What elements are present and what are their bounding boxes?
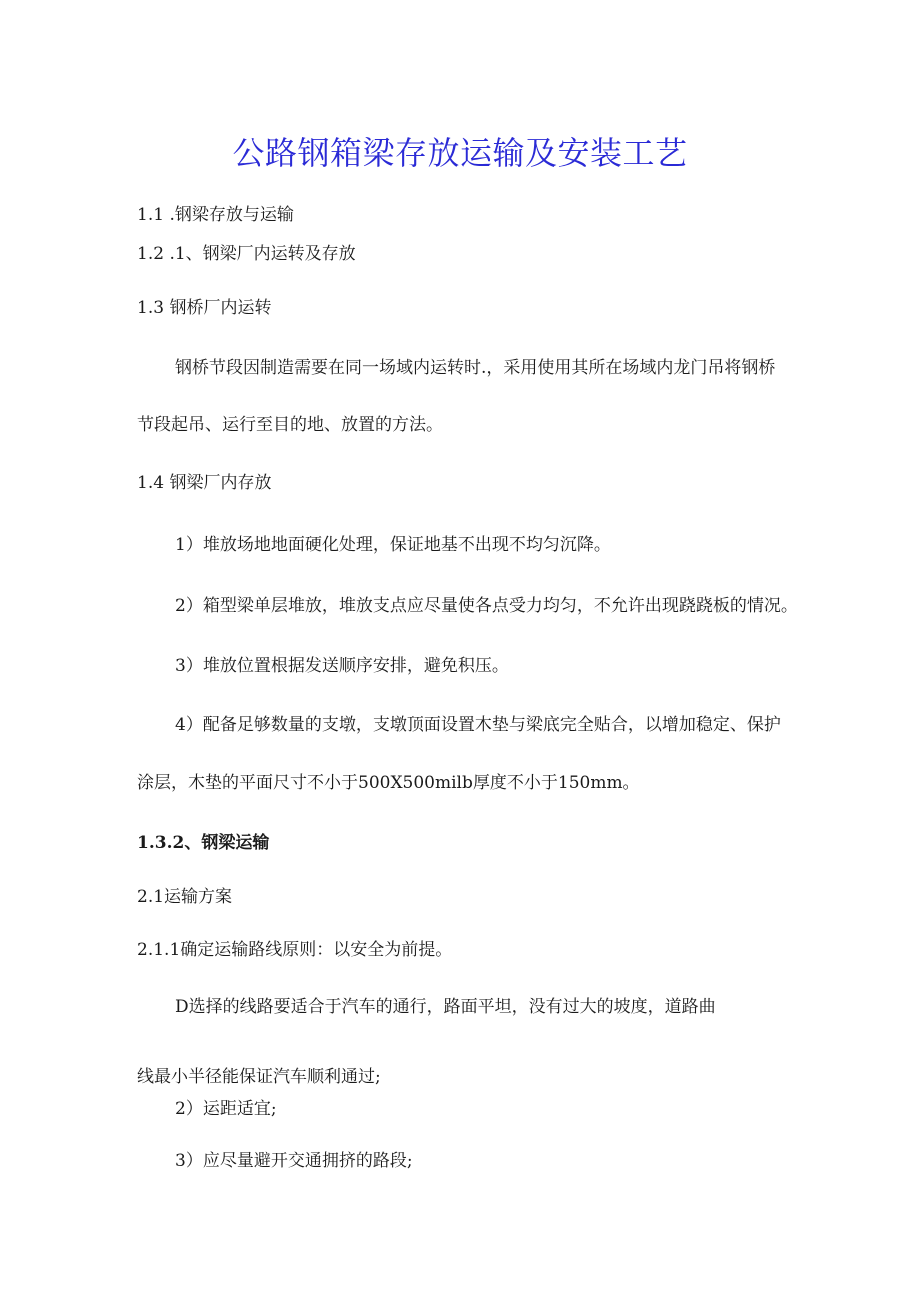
heading-1-3-2: 1.3.2、钢梁运输 <box>137 833 270 853</box>
list-item-2: 2）箱型梁单层堆放，堆放支点应尽量使各点受力均匀，不允许出现跷跷板的情况。 <box>175 596 798 616</box>
list-item-1: 1）堆放场地地面硬化处理，保证地基不出现不均匀沉降。 <box>175 535 611 555</box>
heading-1-1: 1.1 .钢梁存放与运输 <box>137 205 294 225</box>
heading-2-1: 2.1运输方案 <box>137 887 233 907</box>
route-item-1-continued: 线最小半径能保证汽车顺利通过; <box>137 1067 381 1087</box>
paragraph-line: 节段起吊、运行至目的地、放置的方法。 <box>137 415 443 435</box>
route-item-3: 3）应尽量避开交通拥挤的路段; <box>175 1151 413 1171</box>
heading-1-2: 1.2 .1、钢梁厂内运转及存放 <box>137 244 356 264</box>
heading-1-4: 1.4 钢梁厂内存放 <box>137 473 272 493</box>
heading-2-1-1: 2.1.1确定运输路线原则：以安全为前提。 <box>137 940 453 960</box>
document-title: 公路钢箱梁存放运输及安装工艺 <box>232 134 688 172</box>
list-item-4: 4）配备足够数量的支墩，支墩顶面设置木垫与梁底完全贴合，以增加稳定、保护 <box>175 715 781 735</box>
route-item-2: 2）运距适宜; <box>175 1099 277 1119</box>
route-item-1: D选择的线路要适合于汽车的通行，路面平坦，没有过大的坡度，道路曲 <box>175 997 716 1017</box>
heading-1-3: 1.3 钢桥厂内运转 <box>137 298 272 318</box>
list-item-3: 3）堆放位置根据发送顺序安排，避免积压。 <box>175 656 509 676</box>
paragraph-line: 钢桥节段因制造需要在同一场域内运转时.，采用使用其所在场域内龙门吊将钢桥 <box>175 358 776 378</box>
list-item-4-continued: 涂层，木垫的平面尺寸不小于500X500milb厚度不小于150mm。 <box>137 773 640 793</box>
